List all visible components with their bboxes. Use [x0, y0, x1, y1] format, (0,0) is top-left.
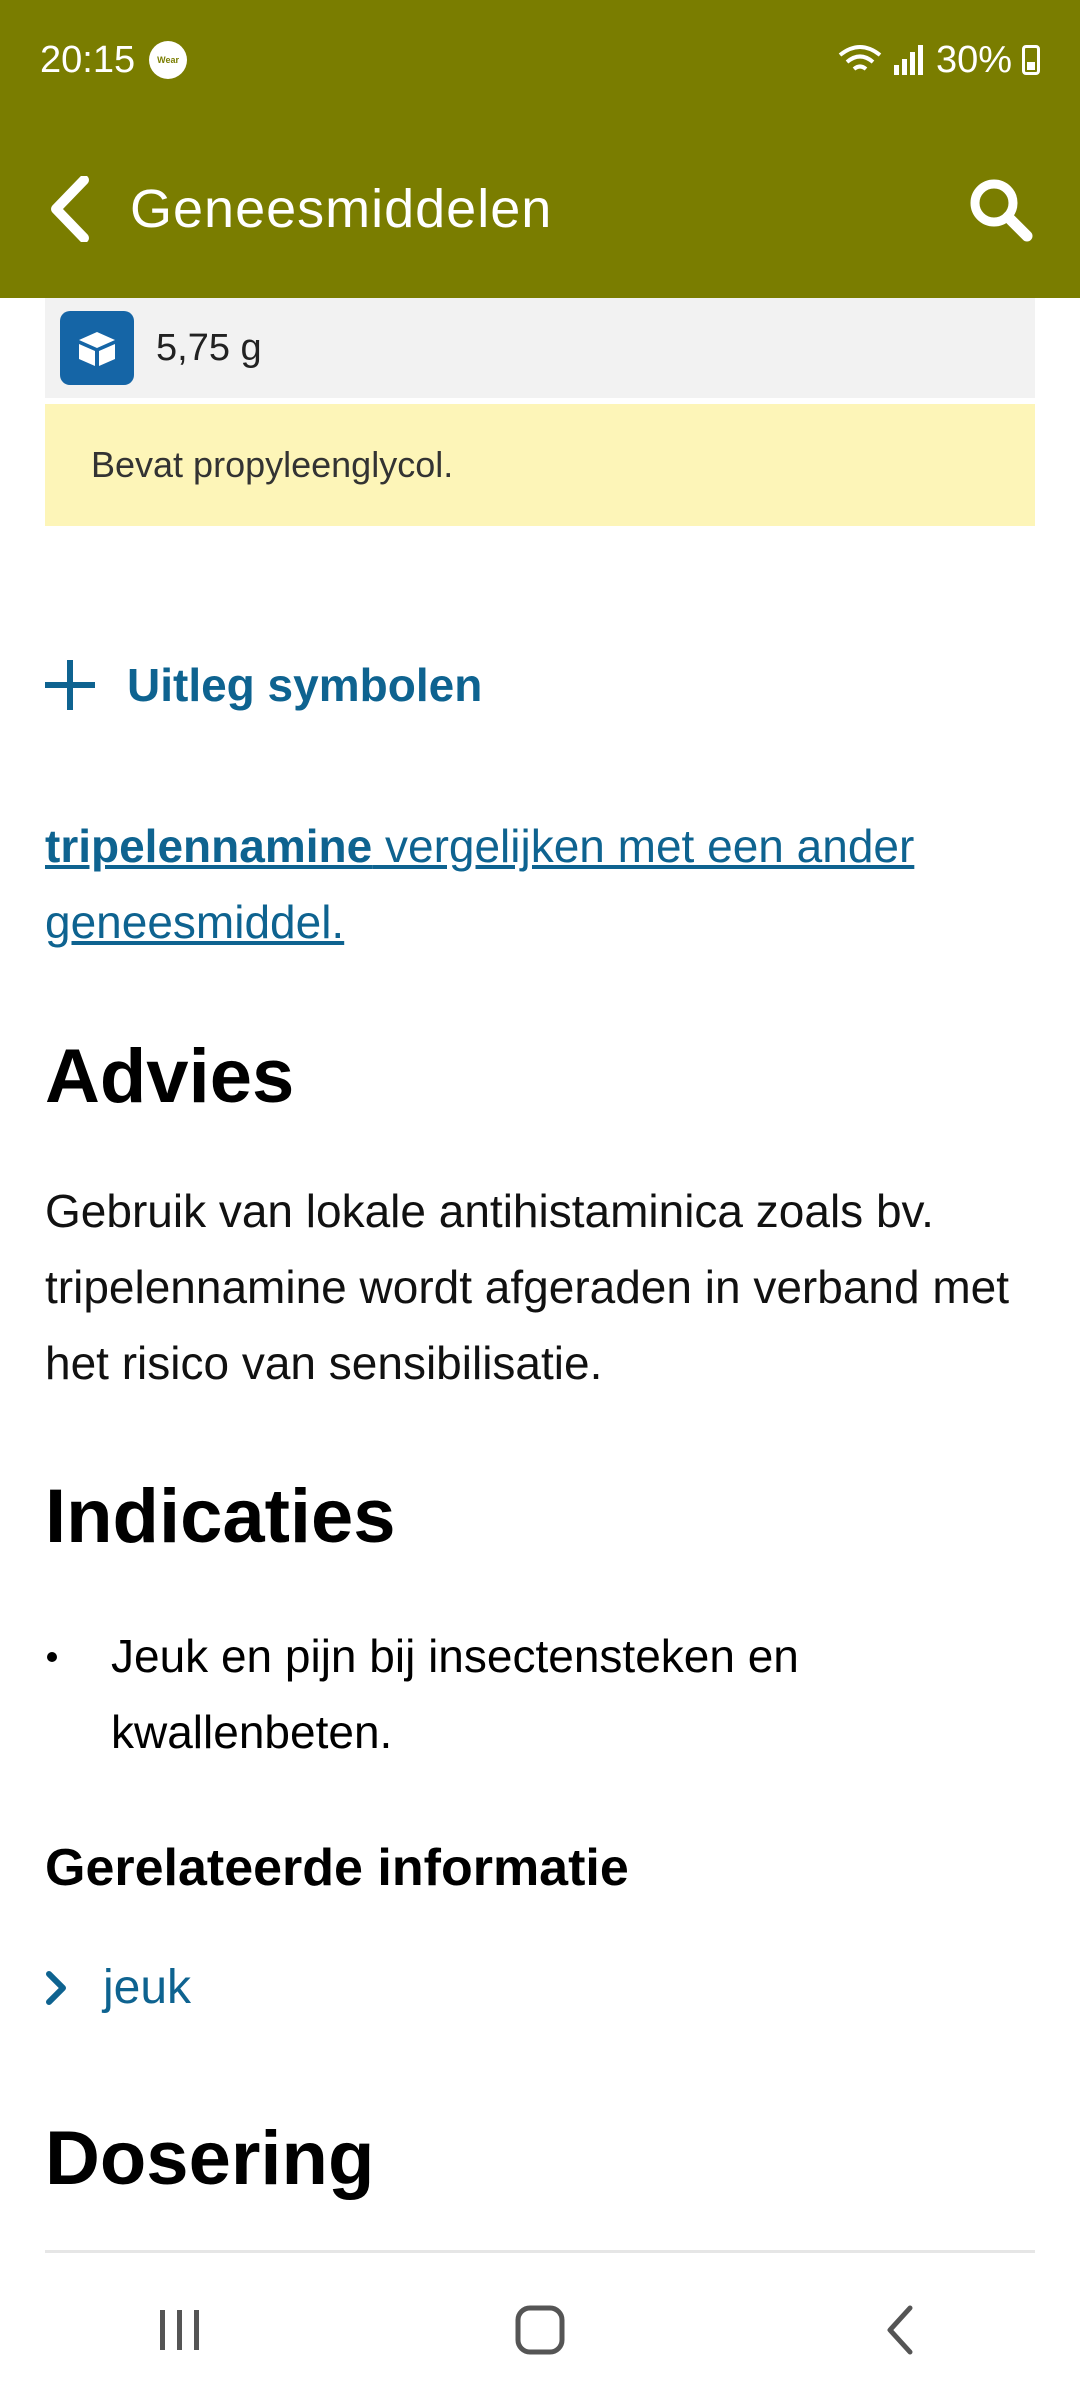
symbols-expander[interactable]: [45, 658, 482, 712]
compare-text[interactable]: vergelijken met een ander geneesmiddel.: [45, 820, 915, 948]
battery-percent: 30%: [935, 38, 1012, 81]
search-icon: [967, 176, 1033, 242]
package-row: [45, 298, 1035, 398]
app-bar: [0, 120, 1080, 298]
search-button[interactable]: [960, 169, 1040, 249]
back-arrow-icon: [882, 2304, 918, 2356]
system-nav-bar: [0, 2260, 1080, 2400]
advies-text: Gebruik van lokale antihistaminica zoals bv. tripelennamine wordt afgeraden in verband met het risico van sensibilisatie.: [45, 1185, 1010, 1389]
compare-drug-name[interactable]: tripelennamine: [45, 820, 373, 872]
status-right: [838, 39, 1040, 82]
status-left: [40, 39, 187, 82]
status-time: 20:15: [40, 38, 136, 81]
section-heading-indicaties: Indicaties: [45, 1474, 396, 1559]
recent-apps-icon: [156, 2306, 204, 2354]
chevron-right-icon: [45, 1970, 67, 2006]
chevron-left-icon: [48, 176, 92, 242]
related-link-label: jeuk: [103, 1961, 192, 2014]
back-button[interactable]: [40, 169, 100, 249]
status-bar: [0, 0, 1080, 120]
wifi-icon: [838, 43, 882, 77]
home-icon: [514, 2304, 566, 2356]
list-item: Jeuk en pijn bij insectensteken en kwallenbeten.: [45, 1618, 1045, 1770]
expander-label: Uitleg symbolen: [127, 659, 483, 711]
home-button[interactable]: [480, 2285, 600, 2375]
compare-link[interactable]: [45, 808, 1045, 960]
package-icon: [60, 311, 134, 385]
indicaties-list: [45, 1618, 1045, 1770]
related-link-jeuk[interactable]: [45, 1960, 191, 2015]
battery-icon: [1022, 45, 1040, 75]
related-heading: Gerelateerde informatie: [45, 1839, 629, 1897]
system-back-button[interactable]: [840, 2285, 960, 2375]
wear-icon: Wear: [149, 41, 187, 79]
divider: [45, 2250, 1035, 2253]
signal-icon: [892, 43, 926, 77]
plus-icon: [45, 660, 95, 710]
main-content: [0, 298, 1080, 1897]
warning-notice: [45, 404, 1035, 526]
package-amount: 5,75 g: [156, 326, 262, 369]
section-heading-advies: Advies: [45, 1034, 295, 1119]
section-heading-dosering: Dosering: [45, 2116, 375, 2201]
notice-text: Bevat propyleenglycol.: [91, 444, 454, 485]
page-title: Geneesmiddelen: [130, 179, 553, 239]
recent-apps-button[interactable]: [120, 2285, 240, 2375]
